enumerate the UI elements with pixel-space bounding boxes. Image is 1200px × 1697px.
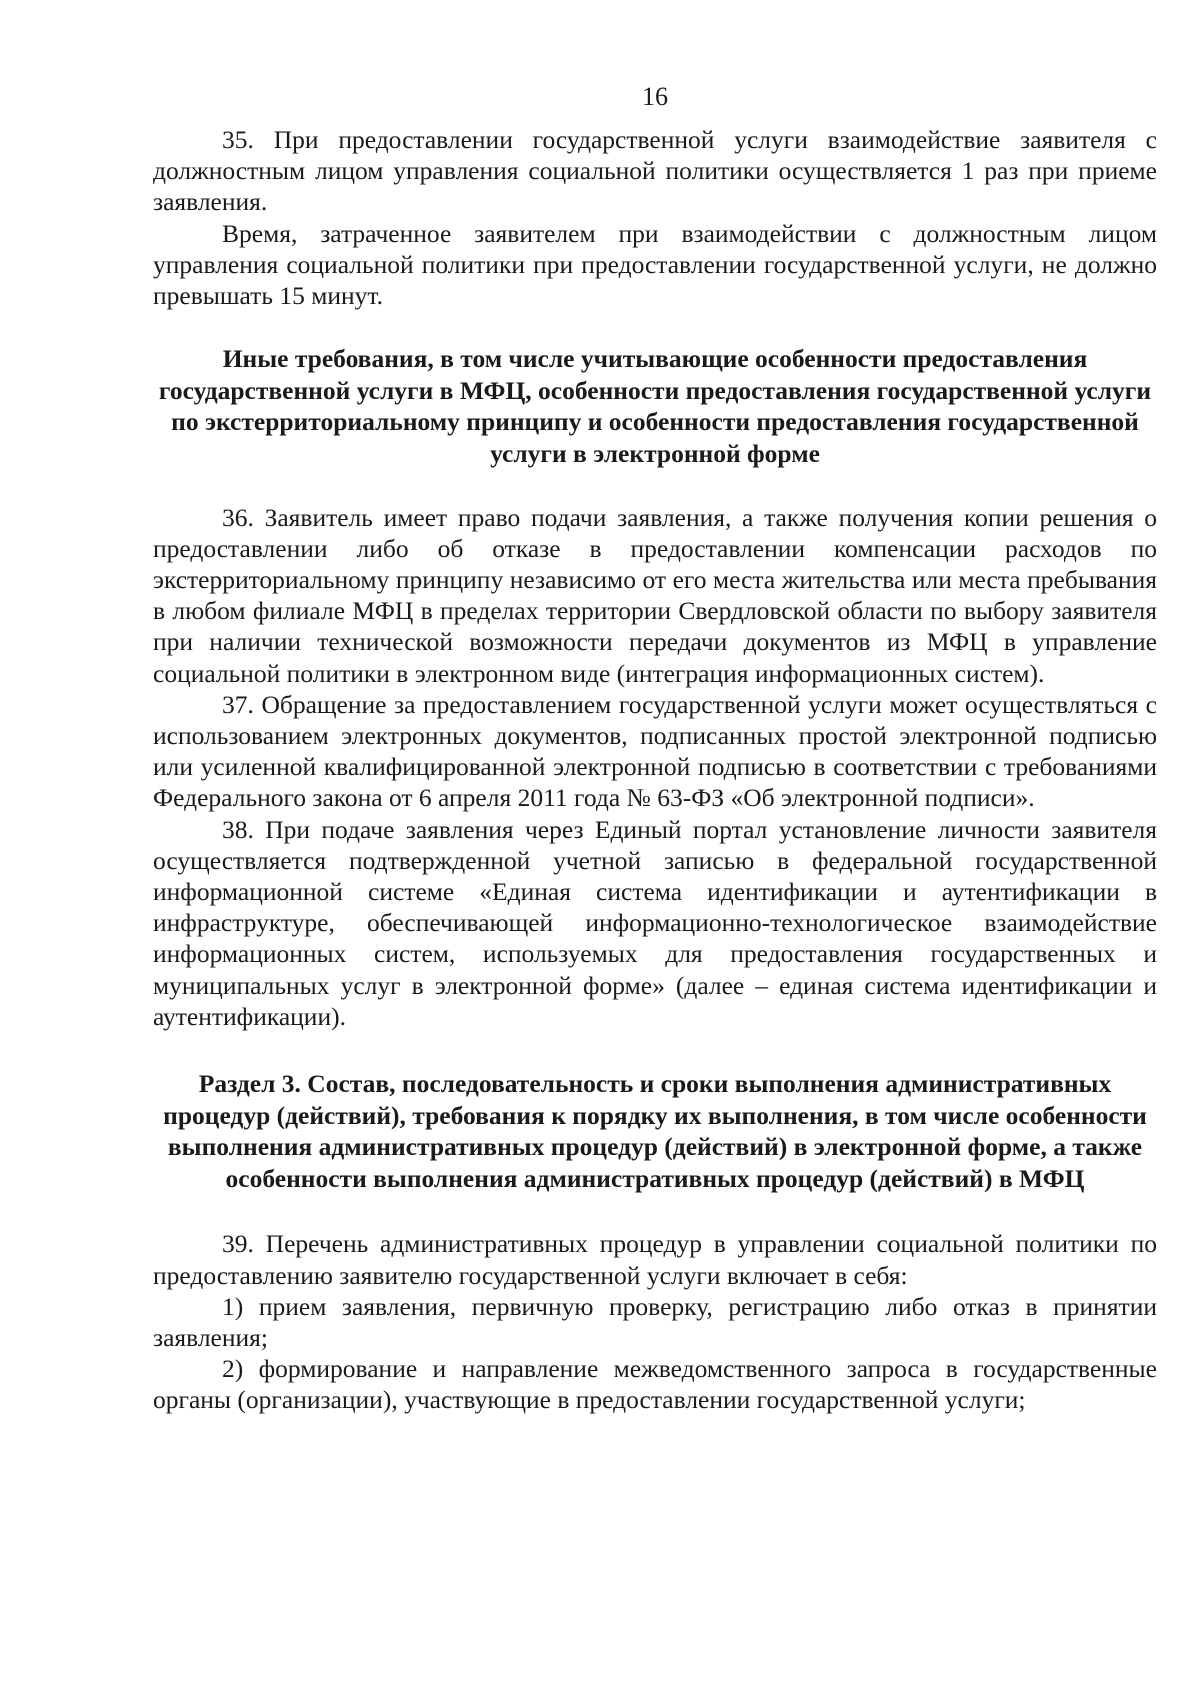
- paragraph-39: 39. Перечень административных процедур в управлении социальной политики по предоставлению заявителю государственной услуги включает в себя:: [153, 1229, 1157, 1290]
- paragraph-38: 38. При подаче заявления через Единый портал установление личности заявителя осуществляется подтвержденной учетной записью в федеральной государственной информационной системе «Единая система идентификации и аутентификации в инфраструктуре, обеспечивающей информационно-технологическое взаимодействие информационных систем, используемых для предоставления государственных и муниципальных услуг в электронной форме» (далее – единая система идентификации и аутентификации).: [153, 814, 1157, 1031]
- page-number: 16: [642, 82, 668, 111]
- list-item-1: 1) прием заявления, первичную проверку, регистрацию либо отказ в принятии заявления;: [153, 1291, 1157, 1353]
- paragraph-35: 35. При предоставлении государственной услуги взаимодействие заявителя с должностным лицом управления социальной политики осуществляется 1 раз при приеме заявления.: [153, 125, 1157, 217]
- paragraph-time-limit: Время, затраченное заявителем при взаимодействии с должностным лицом управления социальной политики при предоставлении государственной услуги, не должно превышать 15 минут.: [153, 218, 1157, 311]
- section-heading-other-requirements: Иные требования, в том числе учитывающие особенности предоставления государственной услуги в МФЦ, особенности предоставления государственной услуги по экстерриториальному принципу и особенности предоставления государственной услуги в электронной форме: [158, 344, 1152, 468]
- section-heading-section-3: Раздел 3. Состав, последовательность и сроки выполнения административных процедур (действий), требования к порядку их выполнения, в том числе особенности выполнения административных процедур (действий) в электронной форме, а также особенности выполнения административных процедур (действий) в МФЦ: [163, 1069, 1147, 1193]
- paragraph-37: 37. Обращение за предоставлением государственной услуги может осуществляться с использованием электронных документов, подписанных простой электронной подписью или усиленной квалифицированной электронной подписью в соответствии с требованиями Федерального закона от 6 апреля 2011 года № 63-ФЗ «Об электронной подписи».: [153, 689, 1157, 813]
- paragraph-36: 36. Заявитель имеет право подачи заявления, а также получения копии решения о предоставлении либо об отказе в предоставлении компенсации расходов по экстерриториальному принципу независимо от его места жительства или места пребывания в любом филиале МФЦ в пределах территории Свердловской области по выбору заявителя при наличии технической возможности передачи документов из МФЦ в управление социальной политики в электронном виде (интеграция информационных систем).: [153, 502, 1157, 688]
- document-body: [153, 124, 1157, 1416]
- list-item-2: 2) формирование и направление межведомственного запроса в государственные органы (организации), участвующие в предоставлении государственной услуги;: [153, 1354, 1157, 1415]
